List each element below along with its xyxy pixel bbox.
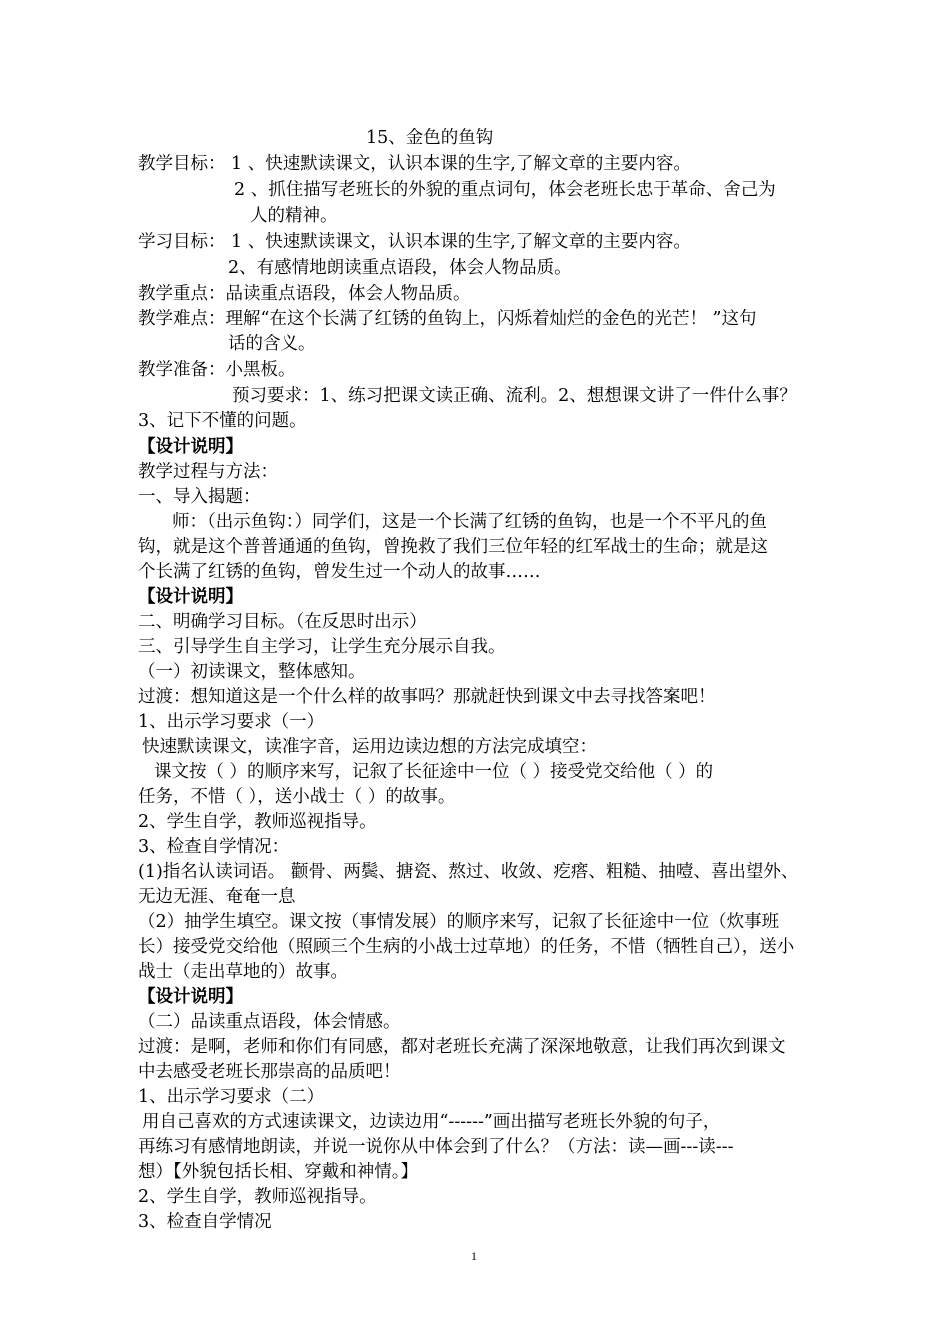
- learning-goal-1: 学习目标： 1 、快速默读课文，认识本课的生字,了解文章的主要内容。: [138, 232, 691, 252]
- teaching-difficulty-cont: 话的含义。: [228, 334, 316, 354]
- requirement-heading: 1、出示学习要求（二）: [138, 1087, 325, 1107]
- answer-line: （2）抽学生填空。课文按（事情发展）的顺序来写，记叙了长征途中一位（炊事班: [138, 912, 780, 932]
- intro-paragraph-line: 钩，就是这个普普通通的鱼钩，曾挽救了我们三位年轻的红军战士的生命；就是这: [138, 537, 768, 557]
- process-heading: 教学过程与方法：: [138, 462, 278, 482]
- design-note-heading: 【设计说明】: [138, 437, 243, 457]
- intro-paragraph-line: 师：（出示鱼钩：）同学们，这是一个长满了红锈的鱼钩，也是一个不平凡的鱼: [172, 512, 767, 532]
- learning-goal-2: 2、有感情地朗读重点语段，体会人物品质。: [228, 258, 572, 278]
- page-number: 1: [471, 1249, 477, 1263]
- step-check: 3、检查自学情况: [138, 1212, 272, 1232]
- doc-title: 15、金色的鱼钩: [366, 128, 494, 148]
- teaching-goal-1: 教学目标： 1 、快速默读课文，认识本课的生字,了解文章的主要内容。: [138, 154, 691, 174]
- vocab-line: 无边无涯、奄奄一息: [138, 887, 296, 907]
- section-intro-heading: 一、导入揭题：: [138, 487, 261, 507]
- teaching-focus: 教学重点：品读重点语段，体会人物品质。: [138, 284, 471, 304]
- subsection-key-passages: （二）品读重点语段，体会情感。: [138, 1012, 401, 1032]
- preview-requirements-cont: 3、记下不懂的问题。: [138, 411, 307, 431]
- section-self-study-heading: 三、引导学生自主学习，让学生充分展示自我。: [138, 637, 506, 657]
- intro-paragraph-line: 个长满了红锈的鱼钩，曾发生过一个动人的故事……: [138, 562, 541, 582]
- requirement-heading: 1、出示学习要求（一）: [138, 712, 325, 732]
- answer-line: 长）接受党交给他（照顾三个生病的小战士过草地）的任务，不惜（牺牲自己），送小: [138, 937, 795, 957]
- transition-line: 过渡：想知道这是一个什么样的故事吗？那就赶快到课文中去寻找答案吧！: [138, 687, 716, 707]
- teaching-difficulty: 教学难点：理解“在这个长满了红锈的鱼钩上，闪烁着灿烂的金色的光芒！ ”这句: [138, 309, 757, 329]
- design-note-heading: 【设计说明】: [138, 987, 243, 1007]
- answer-line: 战士（走出草地的）故事。: [138, 962, 348, 982]
- requirement-text: 用自己喜欢的方式速读课文，边读边用“------”画出描写老班长外貌的句子，: [142, 1112, 721, 1132]
- transition-line: 过渡：是啊，老师和你们有同感，都对老班长充满了深深地敬意，让我们再次到课文: [138, 1037, 786, 1057]
- teaching-prep: 教学准备：小黑板。: [138, 360, 296, 380]
- step-self-study: 2、学生自学，教师巡视指导。: [138, 812, 377, 832]
- requirement-text: 想）【外貌包括长相、穿戴和神情。】: [138, 1162, 418, 1182]
- requirement-text: 再练习有感情地朗读，并说一说你从中体会到了什么？（方法：读—画---读---: [138, 1137, 734, 1157]
- teaching-goal-2: 2 、抓住描写老班长的外貌的重点词句，体会老班长忠于革命、舍己为: [234, 180, 776, 200]
- design-note-heading: 【设计说明】: [138, 587, 243, 607]
- fill-blank-line: 课文按（ ）的顺序来写，记叙了长征途中一位（ ）接受党交给他（ ）的: [154, 762, 714, 782]
- transition-line: 中去感受老班长那崇高的品质吧！: [138, 1062, 401, 1082]
- vocab-line: (1)指名认读词语。 颧骨、两鬓、搪瓷、熬过、收敛、疙瘩、粗糙、抽噎、喜出望外、: [138, 862, 799, 882]
- section-goals-heading: 二、明确学习目标。（在反思时出示）: [138, 612, 427, 632]
- teaching-goal-2-cont: 人的精神。: [250, 206, 338, 226]
- requirement-text: 快速默读课文，读准字音，运用边读边想的方法完成填空：: [142, 737, 597, 757]
- step-self-study: 2、学生自学，教师巡视指导。: [138, 1187, 377, 1207]
- subsection-first-reading: （一）初读课文，整体感知。: [138, 662, 366, 682]
- step-check: 3、检查自学情况：: [138, 837, 290, 857]
- preview-requirements: 预习要求：1、练习把课文读正确、流利。2、想想课文讲了一件什么事？: [232, 386, 797, 406]
- fill-blank-line: 任务，不惜（ ），送小战士（ ）的故事。: [138, 787, 456, 807]
